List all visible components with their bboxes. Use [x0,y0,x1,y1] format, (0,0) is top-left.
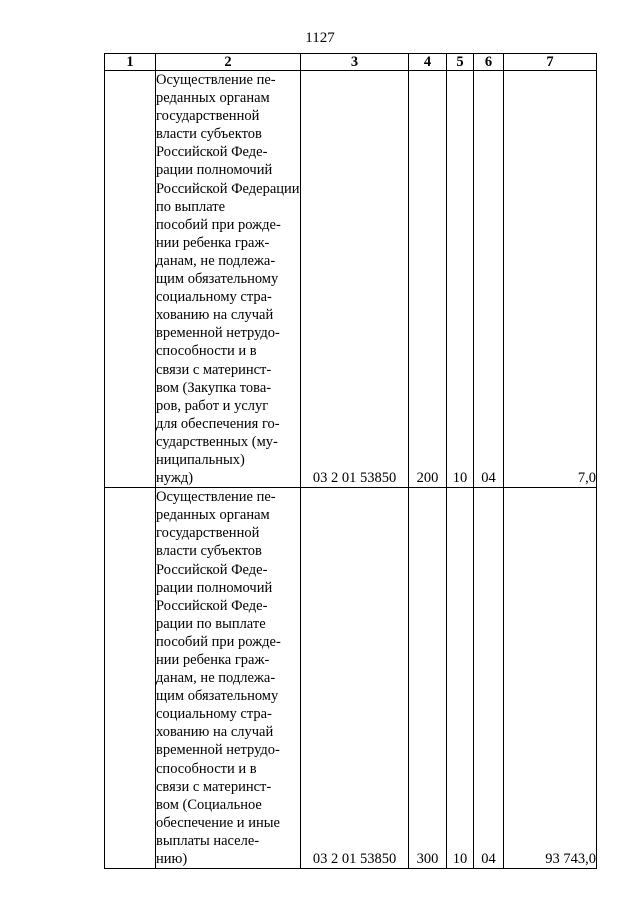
section-cell: 10 [447,488,474,869]
header-row [105,54,597,71]
column-header-1: 1 [105,54,156,71]
table-row [105,488,597,869]
column-header-3: 3 [301,54,409,71]
section-cell: 10 [447,71,474,488]
expense-type-cell: 300 [409,488,447,869]
column-header-7: 7 [504,54,597,71]
row-number-cell [105,71,156,488]
expense-type-cell: 200 [409,71,447,488]
subsection-cell: 04 [474,71,504,488]
expense-name-cell: Осуществление пе- реданных органам государственной власти субъектов Российской Феде- рации полномочий Российской Феде- рации по выплате пособий при рожде- нии ребенка граж- данам, не подлежа- щим обязательному социальному стра- хованию на случай временной нетрудо- способности и в связи с материнст- вом (Социальное обеспечение и иные выплаты населе- нию) [156,488,301,869]
column-header-6: 6 [474,54,504,71]
subsection-cell: 04 [474,488,504,869]
amount-cell: 93 743,0 [504,488,597,869]
row-number-cell [105,488,156,869]
target-article-cell: 03 2 01 53850 [301,71,409,488]
budget-table [104,53,597,869]
target-article-cell: 03 2 01 53850 [301,488,409,869]
expense-name-cell: Осуществление пе- реданных органам государственной власти субъектов Российской Феде- рации полномочий Российской Федерации по выплате пособий при рожде- нии ребенка граж- данам, не подлежа- щим обязательному социальному стра- хованию на случай временной нетрудо- способности и в связи с материнст- вом (Закупка това- ров, работ и услуг для обеспечения го- сударственных (му- ниципальных) нужд) [156,72,300,487]
column-header-2: 2 [156,54,301,71]
amount-cell: 7,0 [504,71,597,488]
page-number: 1127 [305,30,335,46]
column-header-5: 5 [447,54,474,71]
column-header-4: 4 [409,54,447,71]
table-row [105,71,597,488]
